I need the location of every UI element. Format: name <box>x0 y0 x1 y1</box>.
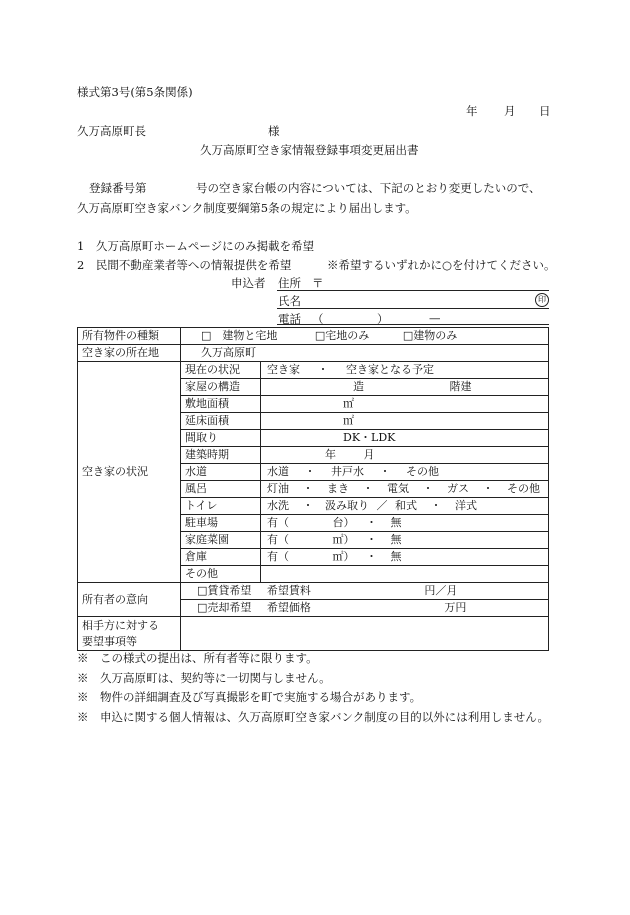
rent-unit: 円／月 <box>424 584 458 597</box>
sale-checkbox[interactable]: □売却希望 <box>197 601 252 614</box>
postal-mark: 〒 <box>312 276 324 290</box>
dot-separator: ・ <box>482 482 494 495</box>
floor-area-label: 延床面積 <box>181 413 261 430</box>
location-label: 空き家の所在地 <box>78 345 181 362</box>
parking-yes: 有（ <box>267 516 289 529</box>
note-2: ※ 久万高原町は、契約等に一切関与しません。 <box>77 671 331 685</box>
option-note: ※希望するいずれかに○を付けてください。 <box>327 258 556 272</box>
requests-label-line1: 相手方に対する <box>82 618 159 632</box>
name-label: 氏名 <box>278 294 301 308</box>
applicant-label: 申込者 <box>231 276 266 290</box>
garden-yes: 有（ <box>267 533 289 546</box>
parking-no: 無 <box>390 516 402 529</box>
dot-separator: ・ <box>366 533 377 546</box>
storage-value[interactable] <box>261 549 549 566</box>
bath-value[interactable] <box>261 481 549 498</box>
toilet-label: トイレ <box>181 498 261 515</box>
note-3: ※ 物件の詳細調査及び写真撮影を町で実施する場合があります。 <box>77 690 422 704</box>
address-underline <box>277 290 549 291</box>
other-value[interactable] <box>261 566 549 583</box>
bath-label: 風呂 <box>181 481 261 498</box>
water-other: その他 <box>406 465 439 478</box>
option-building-and-land[interactable]: □ 建物と宅地 <box>201 329 278 342</box>
intro-line1: 号の空き家台帳の内容については、下記のとおり変更したいので、 <box>196 181 541 195</box>
site-area-label: 敷地面積 <box>181 396 261 413</box>
dot-separator: ・ <box>366 516 377 529</box>
layout-options: DK・LDK <box>343 431 396 444</box>
storage-yes: 有（ <box>267 550 289 563</box>
owner-intent-sale[interactable] <box>181 600 549 617</box>
phone-underline <box>277 324 549 325</box>
status-current-label: 現在の状況 <box>181 362 261 379</box>
option-realestate: 2 民間不動産業者等への情報提供を希望 <box>77 258 292 272</box>
status-label: 空き家の状況 <box>78 362 181 583</box>
site-area-value[interactable] <box>261 396 549 413</box>
floor-area-unit: ㎡ <box>343 414 354 427</box>
sale-price-label: 希望価格 <box>266 601 311 614</box>
property-type-row <box>78 328 549 345</box>
build-period-value[interactable] <box>261 447 549 464</box>
dot-separator: ・ <box>379 465 391 478</box>
water-label: 水道 <box>181 464 261 481</box>
dot-separator: ・ <box>430 499 442 512</box>
location-row <box>78 345 549 362</box>
toilet-pit: 汲み取り <box>325 499 369 512</box>
status-current-value[interactable] <box>261 362 549 379</box>
note-4: ※ 申込に関する個人情報は、久万高原町空き家バンク制度の目的以外には利用しません。 <box>77 710 549 724</box>
water-mains: 水道 <box>267 465 289 478</box>
dot-separator: ・ <box>302 499 314 512</box>
rent-price-label: 希望賃料 <box>266 584 311 597</box>
storage-label: 倉庫 <box>181 549 261 566</box>
rent-checkbox[interactable]: □賃貸希望 <box>197 584 252 597</box>
dot-separator: ・ <box>362 482 374 495</box>
garden-area-unit: ㎡） <box>332 533 355 546</box>
floor-area-value[interactable] <box>261 413 549 430</box>
toilet-western: 洋式 <box>455 499 477 512</box>
requests-row <box>78 617 549 651</box>
honorific: 様 <box>268 124 280 138</box>
seal-icon: 印 <box>535 293 549 307</box>
build-month-unit: 月 <box>363 448 375 461</box>
owner-intent-rent-row <box>78 583 549 600</box>
form-number: 様式第3号(第5条関係) <box>77 85 193 99</box>
garden-label: 家庭菜園 <box>181 532 261 549</box>
site-area-unit: ㎡ <box>343 397 354 410</box>
garden-no: 無 <box>390 533 402 546</box>
property-type-label: 所有物件の種類 <box>78 328 181 345</box>
requests-value[interactable] <box>181 617 549 651</box>
parking-count-unit: 台） <box>332 516 355 529</box>
address-label: 住所 <box>278 276 301 290</box>
toilet-japanese: 和式 <box>395 499 417 512</box>
phone-dash: — <box>429 311 441 325</box>
other-label: その他 <box>181 566 261 583</box>
phone-paren-open: （ <box>312 312 324 326</box>
owner-intent-label: 所有者の意向 <box>78 583 181 617</box>
layout-label: 間取り <box>181 430 261 447</box>
property-type-options <box>181 328 549 345</box>
toilet-value[interactable] <box>261 498 549 515</box>
structure-value[interactable] <box>261 379 549 396</box>
structure-floors-suffix: 階建 <box>449 380 472 393</box>
date-day: 日 <box>539 104 551 118</box>
bath-electric: 電気 <box>387 482 409 495</box>
owner-intent-rent[interactable] <box>181 583 549 600</box>
phone-label: 電話 <box>278 312 301 326</box>
garden-value[interactable] <box>261 532 549 549</box>
location-town: 久万高原町 <box>201 346 256 359</box>
parking-value[interactable] <box>261 515 549 532</box>
parking-label: 駐車場 <box>181 515 261 532</box>
build-year-unit: 年 <box>325 448 336 461</box>
option-building-only[interactable]: □建物のみ <box>402 329 458 342</box>
bath-other: その他 <box>507 482 540 495</box>
name-underline <box>277 308 549 309</box>
sale-unit: 万円 <box>444 601 467 614</box>
note-1: ※ この様式の提出は、所有者等に限ります。 <box>77 651 318 665</box>
addressee: 久万高原町長 <box>77 124 146 138</box>
requests-label-line2: 要望事項等 <box>82 634 137 648</box>
slash-separator: ／ <box>376 499 388 512</box>
option-website-only: 1 久万高原町ホームページにのみ掲載を希望 <box>77 239 315 253</box>
date-month: 月 <box>504 104 516 118</box>
intro-line2: 久万高原町空き家バンク制度要綱第5条の規定により届出します。 <box>77 201 417 215</box>
water-well: 井戸水 <box>331 465 364 478</box>
document-title: 久万高原町空き家情報登録事項変更届出書 <box>200 143 419 157</box>
dot-separator: ・ <box>317 363 329 376</box>
requests-label <box>78 617 181 651</box>
structure-label: 家屋の構造 <box>181 379 261 396</box>
dot-separator: ・ <box>422 482 434 495</box>
bath-kerosene: 灯油 <box>267 482 289 495</box>
status-empty: 空き家 <box>267 363 300 376</box>
build-period-label: 建築時期 <box>181 447 261 464</box>
location-value[interactable] <box>181 345 549 362</box>
option-land-only[interactable]: □宅地のみ <box>314 329 370 342</box>
dot-separator: ・ <box>302 482 314 495</box>
property-table <box>77 327 549 651</box>
date-year: 年 <box>466 104 478 118</box>
toilet-flush: 水洗 <box>267 499 289 512</box>
layout-value[interactable] <box>261 430 549 447</box>
bath-gas: ガス <box>447 482 469 495</box>
dot-separator: ・ <box>304 465 316 478</box>
dot-separator: ・ <box>366 550 377 563</box>
bath-wood: まき <box>327 482 349 495</box>
status-row <box>78 362 549 379</box>
storage-no: 無 <box>390 550 402 563</box>
water-value[interactable] <box>261 464 549 481</box>
phone-paren-close: ） <box>377 312 389 326</box>
intro-registration-label: 登録番号第 <box>89 181 147 195</box>
structure-material-suffix: 造 <box>353 380 364 393</box>
status-planned: 空き家となる予定 <box>346 363 434 376</box>
storage-area-unit: ㎡） <box>332 550 355 563</box>
